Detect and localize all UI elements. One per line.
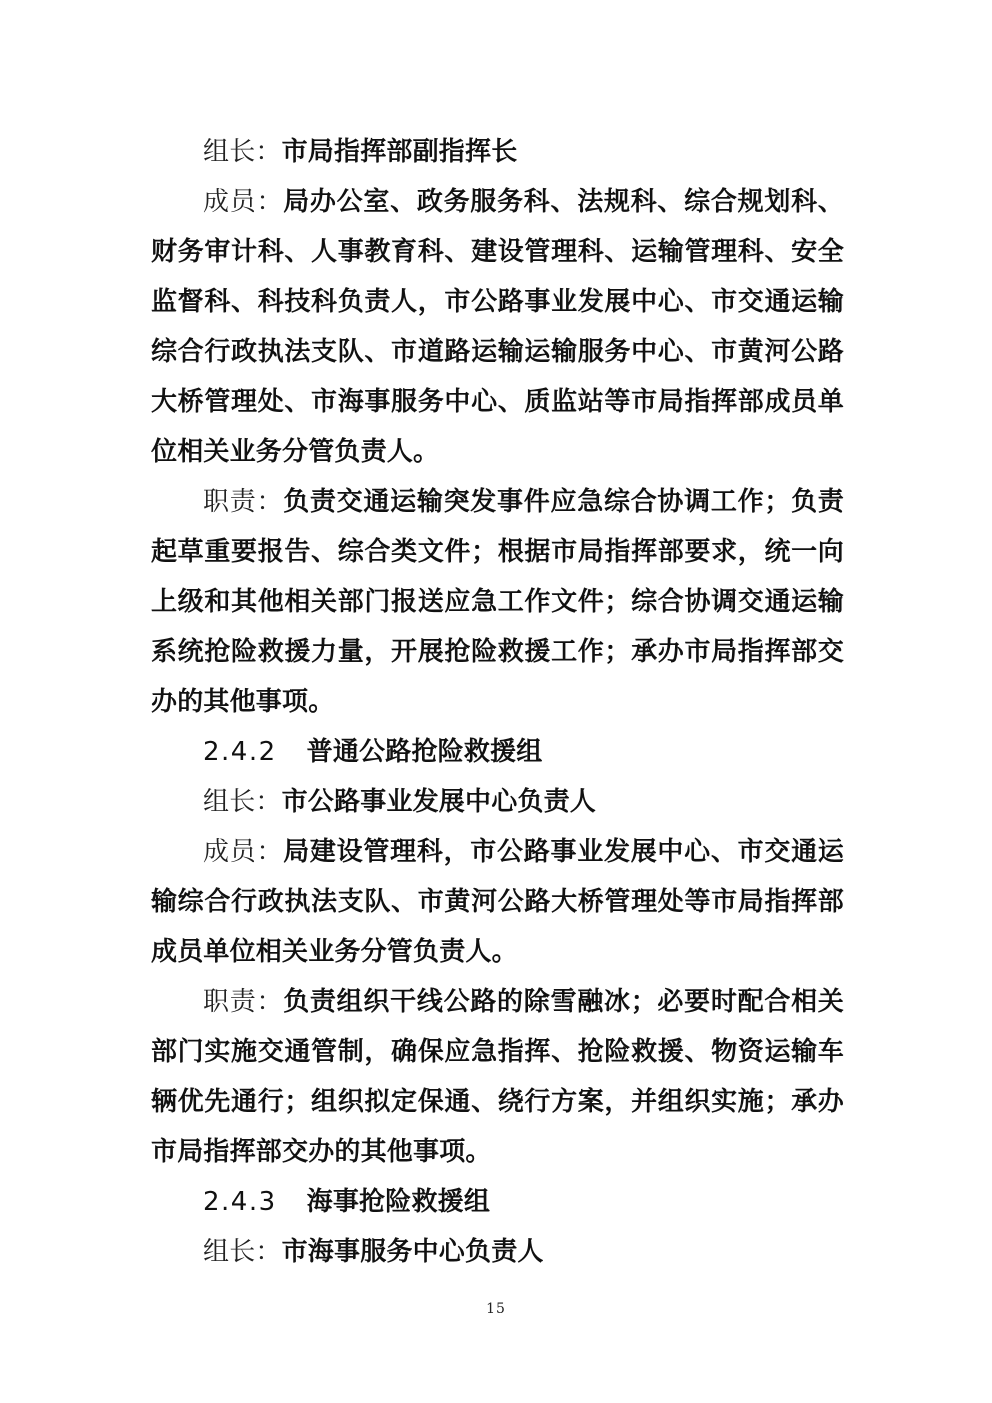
- field-label: 职责：: [203, 987, 284, 1017]
- section-heading: [151, 727, 844, 777]
- field-label: 成员：: [203, 837, 284, 867]
- page-number: 15: [486, 1301, 506, 1317]
- section-number: 2.4.3: [203, 1187, 277, 1217]
- document-body: [151, 127, 844, 1277]
- field-label: 组长：: [203, 1237, 282, 1267]
- field-label: 组长：: [203, 787, 282, 817]
- paragraph-leader: [151, 777, 844, 827]
- paragraph-leader: [151, 127, 844, 177]
- field-text: 负责交通运输突发事件应急综合协调工作；负责起草重要报告、综合类文件；根据市局指挥部要求，统一向上级和其他相关部门报送应急工作文件；综合协调交通运输系统抢险救援力量，开展抢险救援工作；承办市局指挥部交办的其他事项。: [151, 487, 845, 717]
- field-text: 负责组织干线公路的除雪融冰；必要时配合相关部门实施交通管制，确保应急指挥、抢险救援、物资运输车辆优先通行；组织拟定保通、绕行方案，并组织实施；承办市局指挥部交办的其他事项。: [151, 987, 845, 1167]
- field-text: 局建设管理科，市公路事业发展中心、市交通运输综合行政执法支队、市黄河公路大桥管理处等市局指挥部成员单位相关业务分管负责人。: [151, 837, 845, 967]
- field-label: 成员：: [203, 187, 284, 217]
- field-text: 市海事服务中心负责人: [281, 1237, 544, 1267]
- section-title: 普通公路抢险救援组: [306, 737, 543, 767]
- field-label: 组长：: [203, 137, 282, 167]
- section-heading: [151, 1177, 844, 1227]
- field-label: 职责：: [203, 487, 284, 517]
- paragraph-members: [151, 177, 844, 477]
- paragraph-duties: [151, 477, 844, 727]
- paragraph-duties: [151, 977, 844, 1177]
- section-title: 海事抢险救援组: [306, 1187, 491, 1217]
- paragraph-members: [151, 827, 844, 977]
- paragraph-leader: [151, 1227, 844, 1277]
- field-text: 市公路事业发展中心负责人: [281, 787, 597, 817]
- section-number: 2.4.2: [203, 737, 277, 767]
- field-text: 市局指挥部副指挥长: [281, 137, 518, 167]
- field-text: 局办公室、政务服务科、法规科、综合规划科、财务审计科、人事教育科、建设管理科、运输管理科、安全监督科、科技科负责人，市公路事业发展中心、市交通运输综合行政执法支队、市道路运输运输服务中心、市黄河公路大桥管理处、市海事服务中心、质监站等市局指挥部成员单位相关业务分管负责人。: [151, 187, 845, 467]
